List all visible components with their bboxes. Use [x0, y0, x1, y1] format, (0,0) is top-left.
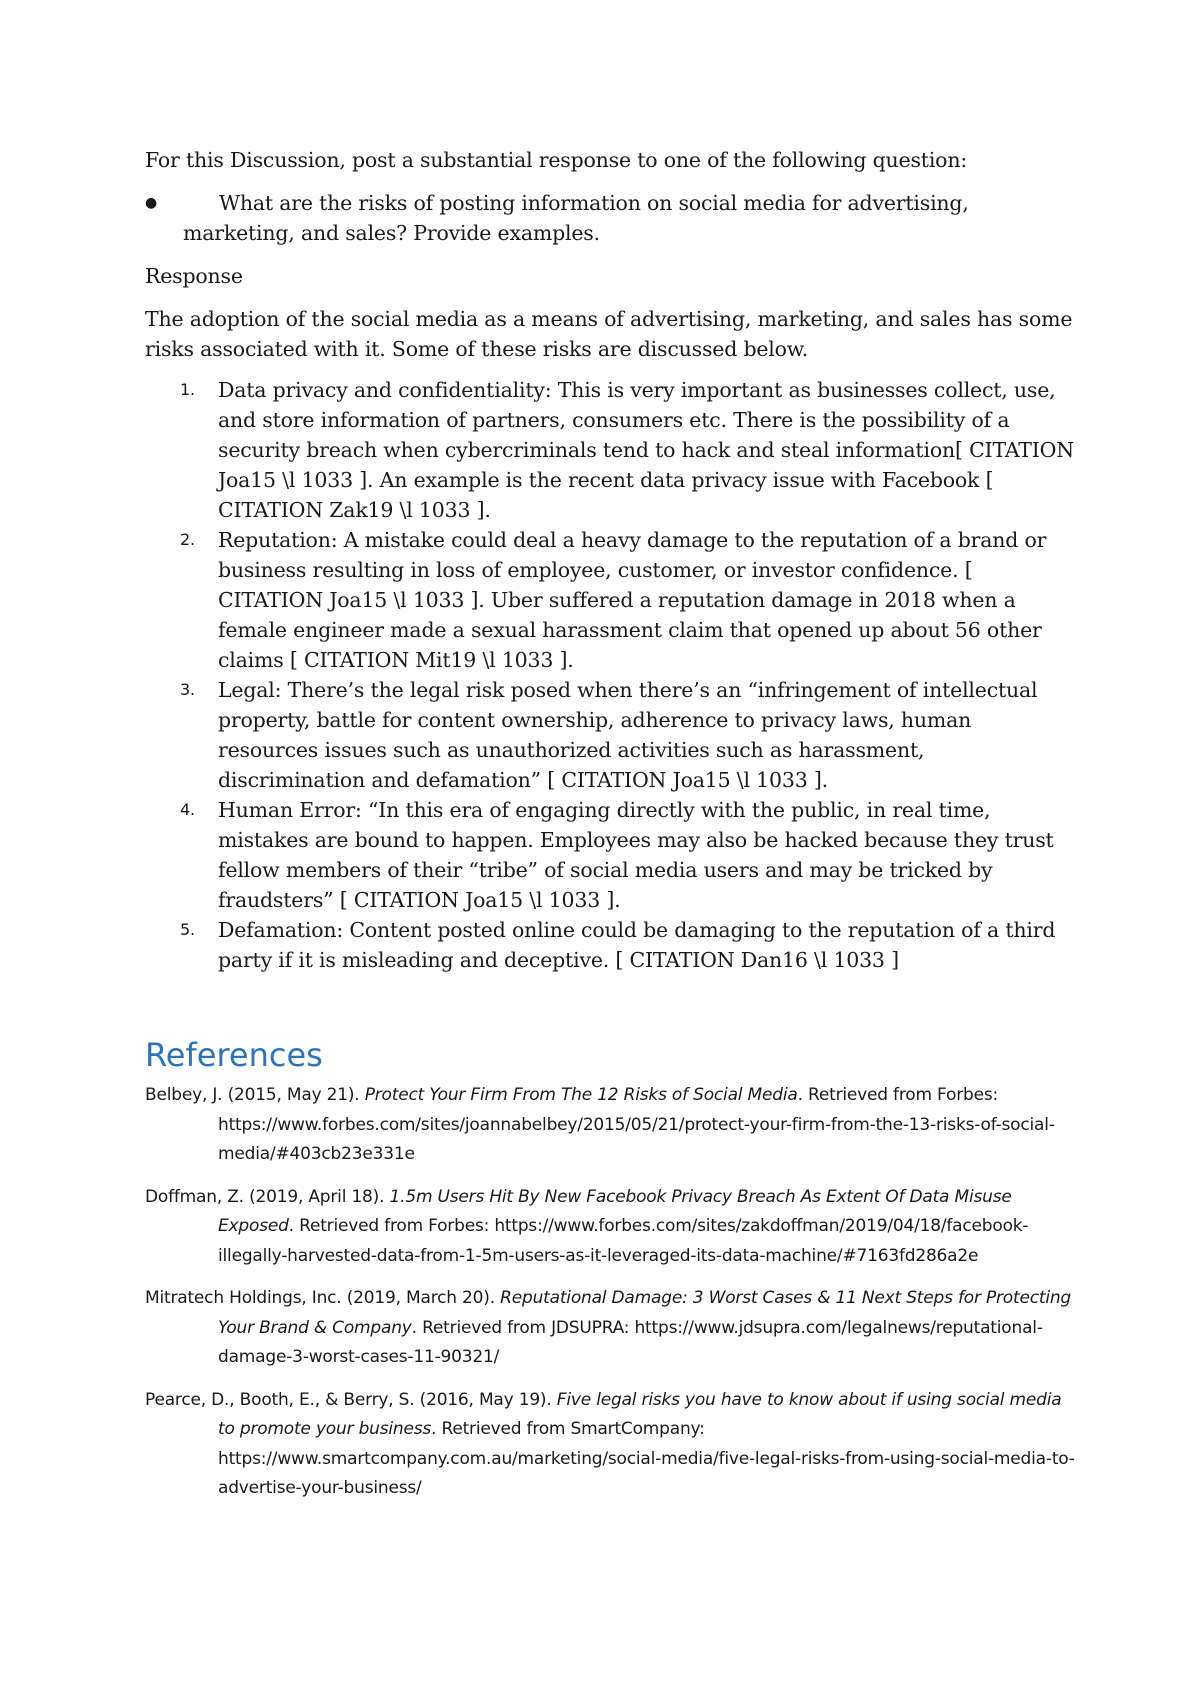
intro-paragraph: For this Discussion, post a substantial response to one of the following question:: [145, 148, 968, 172]
list-item-number: 1.: [180, 380, 195, 399]
reference-source: . Retrieved from Forbes: https://www.forbes.com/sites/joannabelbey/2015/05/21/protect-your-firm-from-the-13-risks-of-social-media/#403cb23e331e: [218, 1085, 1055, 1164]
bullet-icon: ●: [145, 195, 158, 211]
reference-entry: [145, 1284, 1075, 1373]
reference-title: Protect Your Firm From The 12 Risks of Social Media: [364, 1085, 798, 1105]
reference-entry: [145, 1183, 1075, 1272]
list-item-text: Defamation: Content posted online could be damaging to the reputation of a third party if it is misleading and deceptive. [ CITATION Dan16 \l 1033 ]: [218, 918, 1056, 972]
response-paragraph: The adoption of the social media as a means of advertising, marketing, and sales has some risks associated with it. Some of these risks are discussed below.: [145, 307, 1073, 361]
reference-author: Mitratech Holdings, Inc. (2019, March 20).: [145, 1288, 501, 1308]
reference-title: 1.5m Users Hit By New Facebook Privacy Breach As Extent Of Data Misuse Exposed: [218, 1186, 1012, 1236]
list-item-number: 5.: [180, 920, 195, 939]
list-item: [145, 525, 1075, 675]
reference-entry: [145, 1081, 1075, 1170]
list-item-number: 3.: [180, 680, 195, 699]
list-item-number: 4.: [180, 800, 195, 819]
document-body: [145, 145, 1075, 975]
list-item-text: Reputation: A mistake could deal a heavy damage to the reputation of a brand or business resulting in loss of employee, customer, or investor confidence. [ CITATION Joa15 \l 1033 ]. Uber suffered a reputation damage in 2018 when a female engineer made a sexual harassment claim that opened up about 56 other claims [ CITATION Mit19 \l 1033 ].: [218, 528, 1047, 672]
risks-list: [145, 375, 1075, 975]
reference-author: Belbey, J. (2015, May 21).: [145, 1085, 365, 1105]
list-item-text: Human Error: “In this era of engaging directly with the public, in real time, mistakes are bound to happen. Employees may also be hacked because they trust fellow members of their “tribe” of social media users and may be tricked by fraudsters” [ CITATION Joa15 \l 1033 ].: [218, 798, 1054, 912]
reference-title: Five legal risks you have to know about if using social media to promote your business: [218, 1389, 1062, 1439]
bullet-question: [145, 188, 1075, 248]
reference-author: Doffman, Z. (2019, April 18).: [145, 1186, 390, 1207]
reference-source: . Retrieved from JDSUPRA: https://www.jdsupra.com/legalnews/reputational-damage-3-worst-cases-11-90321/: [218, 1317, 1043, 1367]
list-item: [145, 375, 1075, 525]
references-heading: References: [145, 1036, 323, 1074]
bullet-question-text: What are the risks of posting information on social media for advertising, marketing, and sales? Provide examples.: [183, 191, 969, 245]
response-heading: Response: [145, 264, 243, 288]
reference-source: . Retrieved from SmartCompany: https://www.smartcompany.com.au/marketing/social-media/five-legal-risks-from-using-social-media-to-advertise-your-business/: [218, 1419, 1075, 1498]
references-section: [145, 1035, 1075, 1517]
list-item-text: Legal: There’s the legal risk posed when there’s an “infringement of intellectual property, battle for content ownership, adherence to privacy laws, human resources issues such as unauthorized activities such as harassment, discrimination and defamation” [ CITATION Joa15 \l 1033 ].: [218, 678, 1038, 792]
reference-entry: [145, 1386, 1075, 1504]
reference-source: . Retrieved from Forbes: https://www.forbes.com/sites/zakdoffman/2019/04/18/facebook-illegally-harvested-data-from-1-5m-users-as-it-leveraged-its-data-machine/#7163fd286a2e: [218, 1216, 1029, 1266]
list-item: [145, 915, 1075, 975]
list-item-number: 2.: [180, 530, 195, 549]
list-item: [145, 675, 1075, 795]
reference-author: Pearce, D., Booth, E., & Berry, S. (2016, May 19).: [145, 1389, 557, 1410]
reference-title: Reputational Damage: 3 Worst Cases & 11 Next Steps for Protecting Your Brand & Company: [218, 1288, 1072, 1338]
list-item-text: Data privacy and confidentiality: This is very important as businesses collect, use, and store information of partners, consumers etc. There is the possibility of a security breach when cybercriminals tend to hack and steal information[ CITATION Joa15 \l 1033 ]. An example is the recent data privacy issue with Facebook [ CITATION Zak19 \l 1033 ].: [218, 378, 1075, 522]
list-item: [145, 795, 1075, 915]
